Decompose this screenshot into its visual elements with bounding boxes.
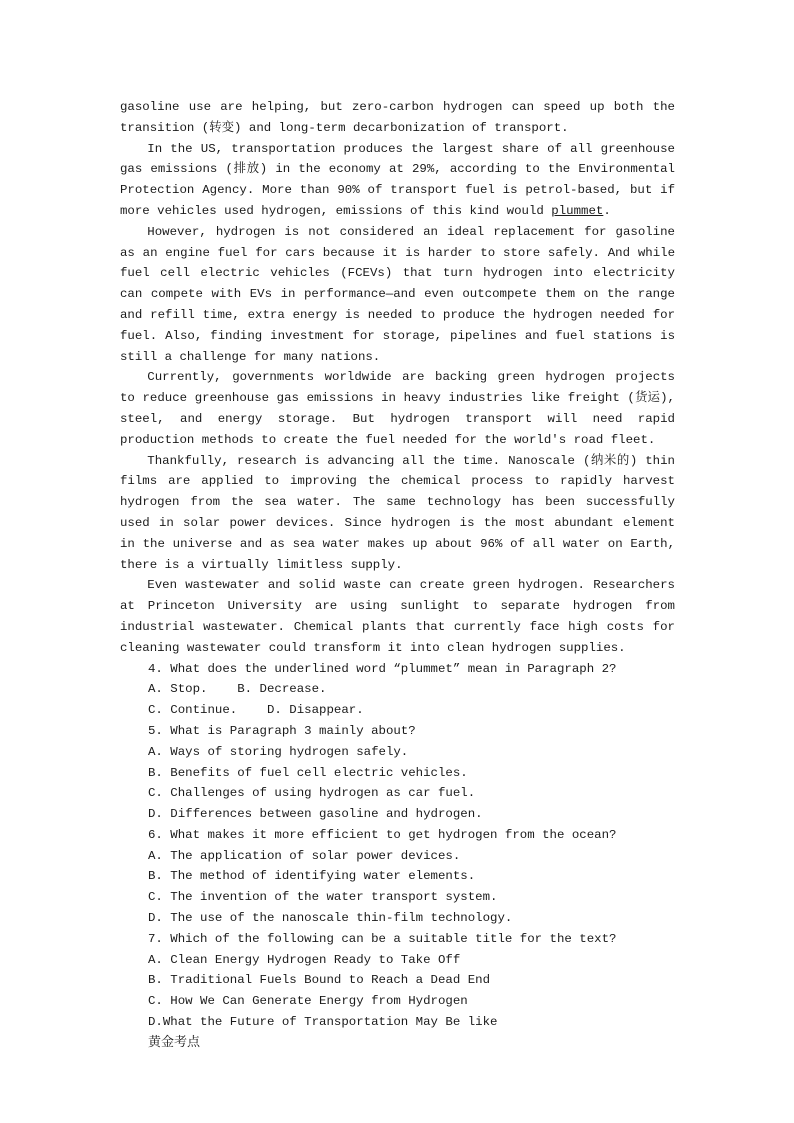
question-7-option-a: A. Clean Energy Hydrogen Ready to Take Off — [148, 952, 461, 967]
passage-paragraph-continued: gasoline use are helping, but zero-carbon hydrogen can speed up both the transition (转变) and long-term decarbonization of transport. — [120, 100, 675, 135]
question-5-option-d: D. Differences between gasoline and hydrogen. — [148, 807, 483, 822]
question-4: 4. What does the underlined word “plummet” mean in Paragraph 2? — [148, 661, 617, 676]
paragraph-2-text-before: In the US, transportation produces the largest share of all greenhouse gas emissions (排放) in the economy at 29%, according to the Environmental Protection Agency. More than 90% of transport fuel is petrol-based, but if more vehicles used hydrogen, emissions of this kind would — [120, 141, 675, 218]
question-6-option-d: D. The use of the nanoscale thin-film technology. — [148, 911, 513, 926]
passage-paragraph-6: Even wastewater and solid waste can create green hydrogen. Researchers at Princeton University are using sunlight to separate hydrogen from industrial wastewater. Chemical plants that currently face high costs for cleaning wastewater could transform it into clean hydrogen supplies. — [120, 578, 675, 655]
question-5-option-c: C. Challenges of using hydrogen as car fuel. — [148, 786, 476, 801]
question-5: 5. What is Paragraph 3 mainly about? — [148, 723, 416, 738]
question-6: 6. What makes it more efficient to get hydrogen from the ocean? — [148, 827, 617, 842]
question-7: 7. Which of the following can be a suitable title for the text? — [148, 931, 617, 946]
paragraph-2-text-after: . — [603, 203, 611, 218]
question-7-option-b: B. Traditional Fuels Bound to Reach a Dead End — [148, 973, 491, 988]
passage-paragraph-5: Thankfully, research is advancing all the time. Nanoscale (纳米的) thin films are applied to improving the chemical process to rapidly harvest hydrogen from the sea water. The same technology has been successfully used in solar power devices. Since hydrogen is the most abundant element in the universe and as sea water makes up about 96% of all water on Earth, there is a virtually limitless supply. — [120, 453, 675, 572]
passage-paragraph-2 — [120, 139, 675, 222]
question-5-option-b: B. Benefits of fuel cell electric vehicles. — [148, 765, 468, 780]
document-page — [120, 97, 675, 1054]
underlined-word-plummet: plummet — [551, 203, 604, 218]
question-4-options-cd: C. Continue. D. Disappear. — [148, 703, 364, 718]
passage-paragraph-3: However, hydrogen is not considered an ideal replacement for gasoline as an engine fuel for cars because it is harder to store safely. And while fuel cell electric vehicles (FCEVs) that turn hydrogen into electricity can compete with EVs in performance—and even outcompete them on the range and refill time, extra energy is needed to produce the hydrogen needed for fuel. Also, finding investment for storage, pipelines and fuel stations is still a challenge for many nations. — [120, 224, 675, 364]
passage-paragraph-4: Currently, governments worldwide are backing green hydrogen projects to reduce greenhouse gas emissions in heavy industries like freight (货运), steel, and energy storage. But hydrogen transport will need rapid production methods to create the fuel needed for the world's road fleet. — [120, 370, 675, 447]
question-6-option-a: A. The application of solar power devices. — [148, 848, 461, 863]
question-4-options-ab: A. Stop. B. Decrease. — [148, 682, 327, 697]
question-6-option-c: C. The invention of the water transport system. — [148, 890, 498, 905]
question-6-option-b: B. The method of identifying water elements. — [148, 869, 476, 884]
section-heading: 黄金考点 — [148, 1034, 201, 1050]
question-7-option-d: D.What the Future of Transportation May Be like — [148, 1015, 498, 1030]
question-5-option-a: A. Ways of storing hydrogen safely. — [148, 744, 409, 759]
question-7-option-c: C. How We Can Generate Energy from Hydrogen — [148, 994, 468, 1009]
